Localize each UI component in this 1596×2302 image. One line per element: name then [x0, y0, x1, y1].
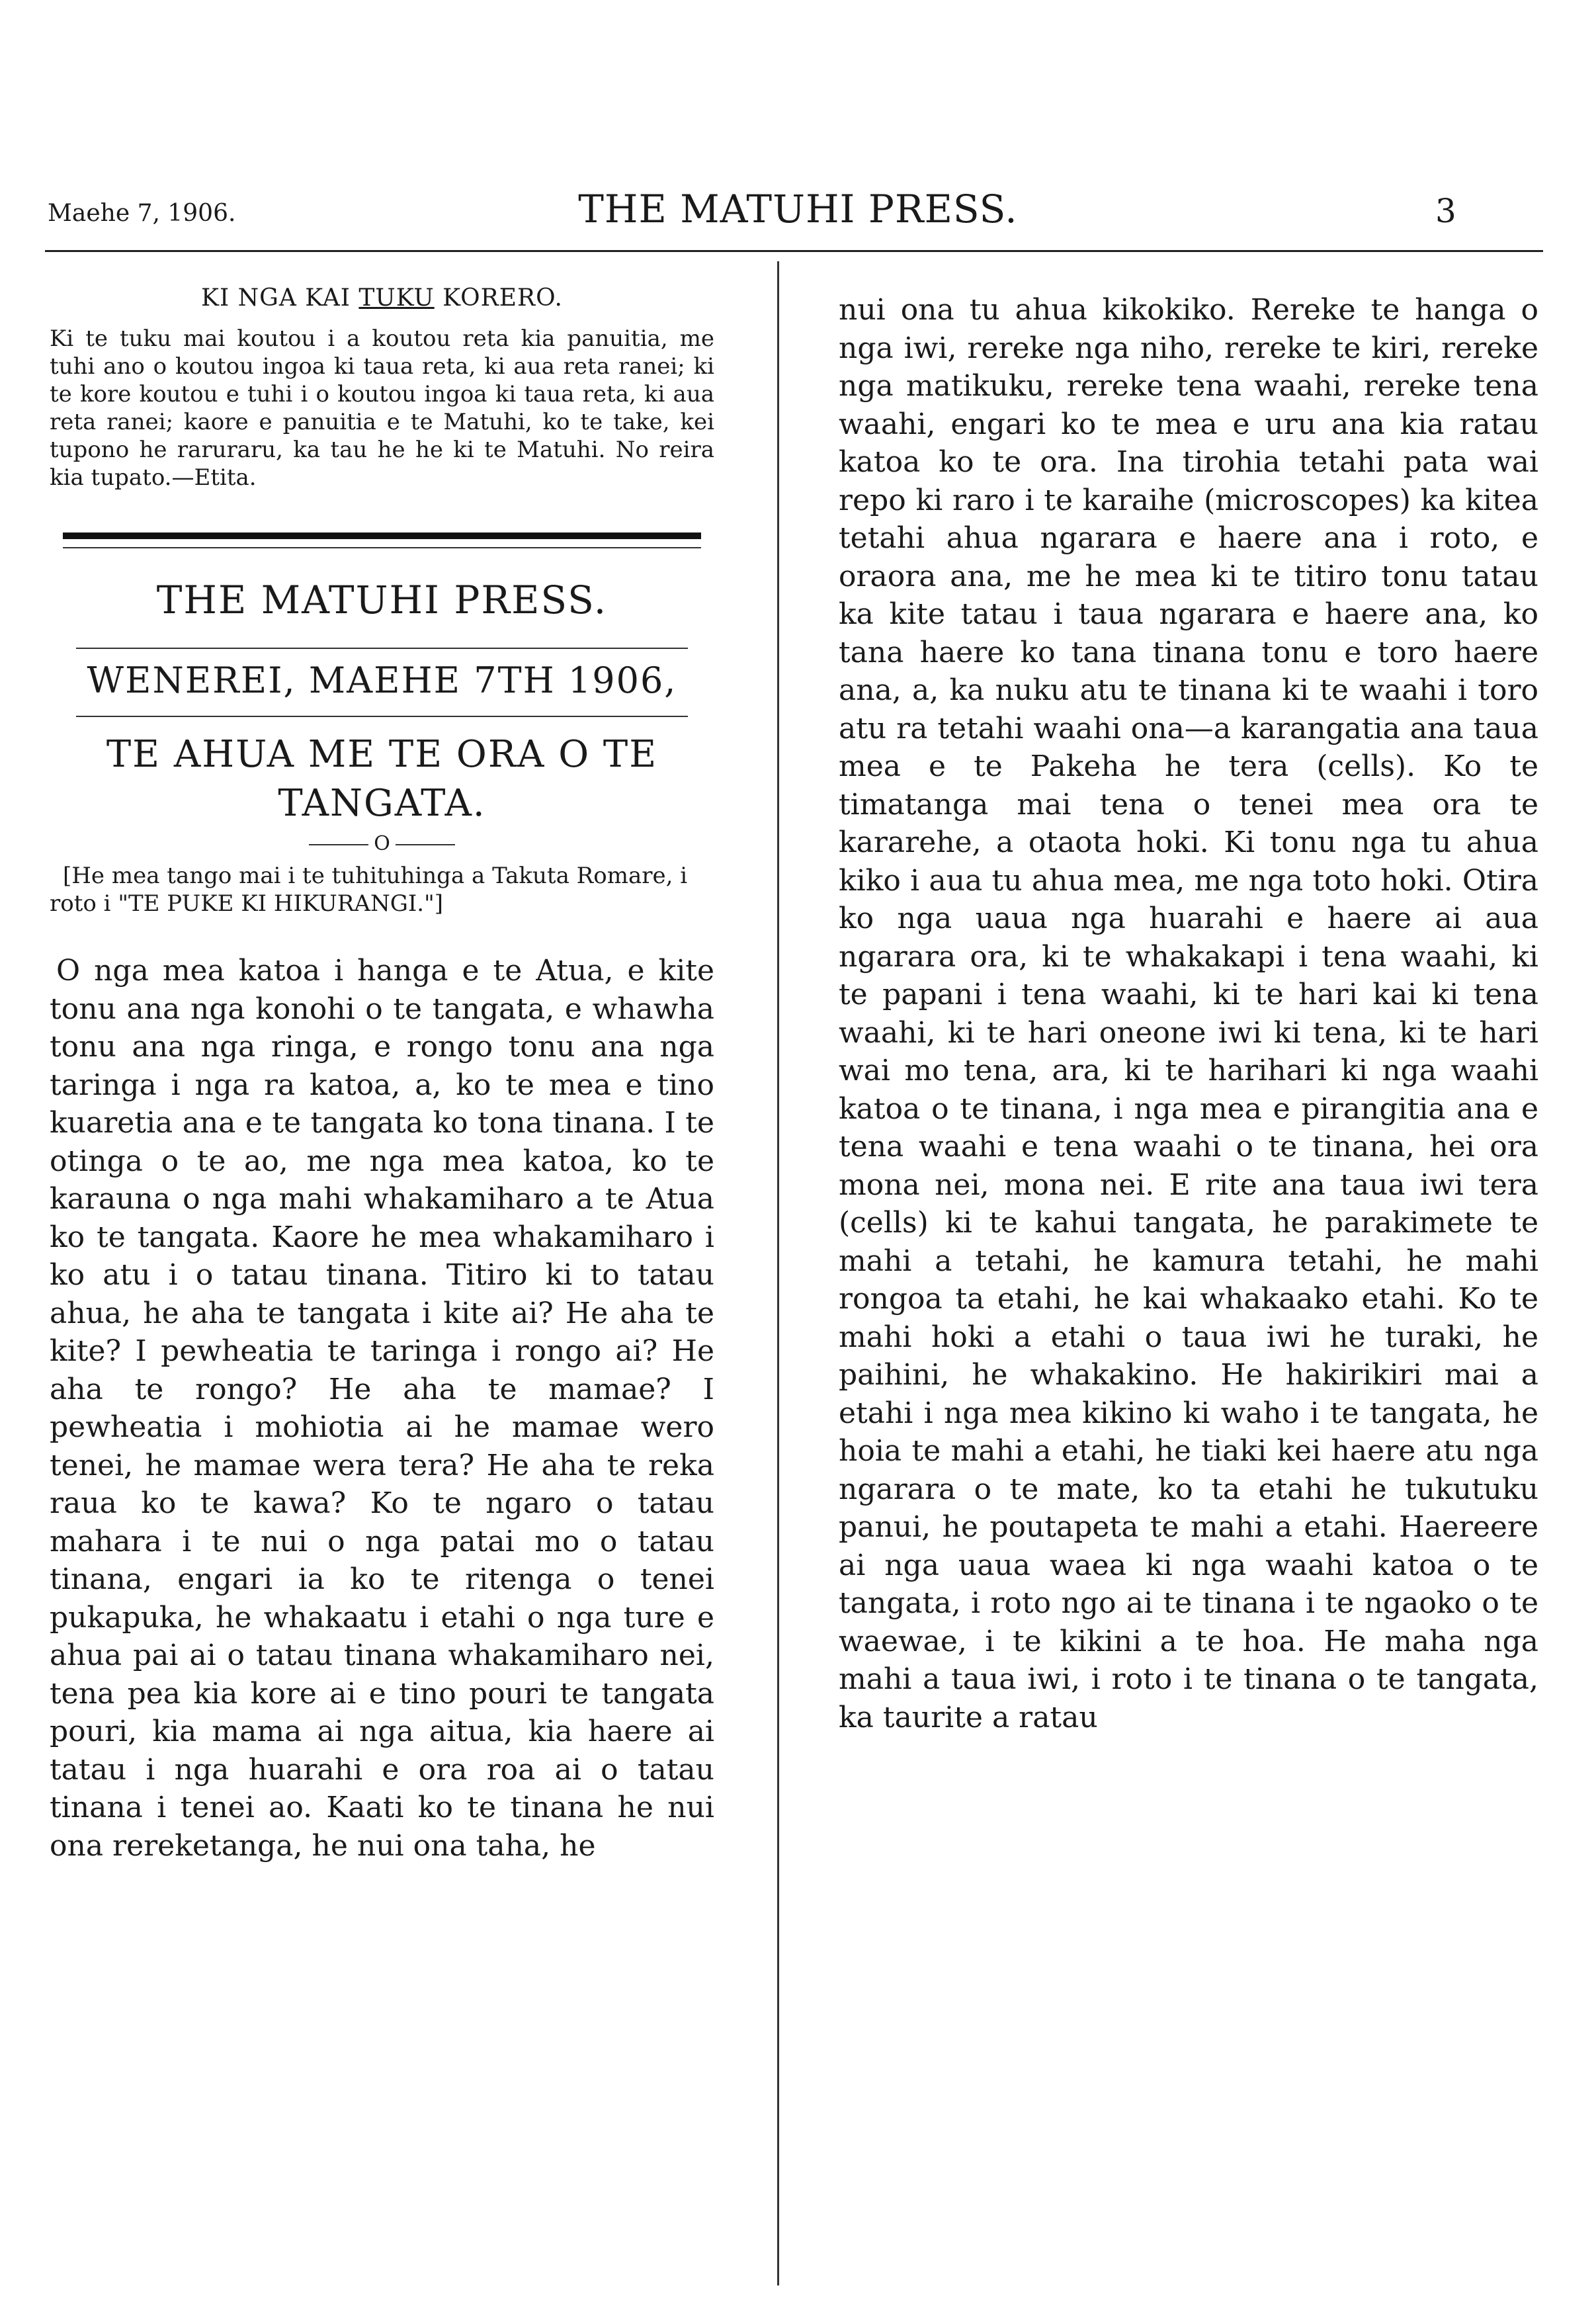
notice-heading-prefix: KI NGA KAI [201, 284, 359, 312]
masthead-dateline: WENEREI, MAEHE 7TH 1906, [87, 660, 677, 701]
thin-divider [63, 547, 701, 548]
header-title: THE MATUHI PRESS. [578, 187, 1018, 232]
article-title: TE AHUA ME TE ORA O TE TANGATA. [106, 733, 658, 825]
masthead-rule-top [76, 648, 688, 649]
page-number: 3 [1435, 192, 1456, 230]
heavy-divider [63, 533, 701, 539]
notice-body: Ki te tuku mai koutou i a koutou reta kia panuitia, me tuhi ano o koutou ingoa ki taua reta, ki aua reta ranei; ki te kore koutou e tuhi i o koutou ingoa ki taua reta, ki aua reta ranei; kaore e panuitia e te Matuhi, ko te take, kei tupono he raruraru, ka tau he he ki te Matuhi. No reira kia tupato.—Etita. [50, 325, 714, 491]
header-rule [45, 250, 1543, 252]
masthead-rule-bottom [76, 716, 688, 717]
notice-heading-underlined: TUKU [358, 284, 435, 312]
right-column [839, 291, 1538, 1736]
ornament-glyph: O [374, 832, 390, 855]
header-date: Maehe 7, 1906. [48, 200, 236, 227]
article-attribution: [He mea tango mai i te tuhituhinga a Takuta Romare, i roto i "TE PUKE KI HIKURANGI."] [50, 863, 688, 917]
notice-heading-suffix: KORERO. [434, 284, 563, 312]
title-ornament [50, 832, 714, 855]
notice-heading [50, 284, 714, 312]
article-text-right: nui ona tu ahua kikokiko. Rereke te hanga o nga iwi, rereke nga niho, rereke te kiri, rereke nga matikuku, rereke tena waahi, rereke tena waahi, engari ko te mea e uru ana kia ratau katoa ko te ora. Ina tirohia tetahi pata wai repo ki raro i te karaihe (microscopes) ka kitea tetahi ahua ngarara e haere ana i roto, e oraora ana, me he mea ki te titiro tonu tatau ka kite tatau i taua ngarara e haere ana, ko tana haere ko tana tinana tonu e toro haere ana, a, ka nuku atu te tinana ki te waahi i toro atu ra tetahi waahi ona—a karangatia ana taua mea e te Pakeha he tera (cells). Ko te timatanga mai tena o tenei mea ora te kararehe, a otaota hoki. Ki tonu nga tu ahua kiko i aua tu ahua mea, me nga toto hoki. Otira ko nga uaua nga huarahi e haere ai aua ngarara ora, ki te whakakapi i tena waahi, ki te papani i tena waahi, ki te hari kai ki tena waahi, ki te hari oneone iwi ki tena, ki te hari wai mo tena, ara, ki te harihari ki nga waahi katoa o te tinana, i nga mea e pirangitia ana e tena waahi e tena waahi o te tinana, hei ora mona nei, mona nei. E rite ana taua iwi tera (cells) ki te kahui tangata, he parakimete te mahi a tetahi, he kamura tetahi, he mahi rongoa ta etahi, he kai whakaako etahi. Ko te mahi hoki a etahi o taua iwi he turaki, he paihini, he whakakino. He hakirikiri mai a etahi i nga mea kikino ki waho i te tangata, he hoia te mahi a etahi, he tiaki kei haere atu nga ngarara o te mate, ko ta etahi he tukutuku panui, he poutapeta te mahi a etahi. Haereere ai nga uaua waea ki nga waahi katoa o te tangata, i roto ngo ai te tinana i te ngaoko o te waewae, i te kikini a te hoa. He maha nga mahi a taua iwi, i roto i te tinana o te tangata, ka taurite a ratau [839, 293, 1538, 1734]
column-divider [777, 261, 779, 2285]
article-text-left: O nga mea katoa i hanga e te Atua, e kite tonu ana nga konohi o te tangata, e whawha tonu ana nga ringa, e rongo tonu ana nga taringa i nga ra katoa, a, ko te mea e tino kuaretia ana e te tangata ko tona tinana. I te otinga o te ao, me nga mea katoa, ko te karauna o nga mahi whakamiharo a te Atua ko te tangata. Kaore he mea whakamiharo i ko atu i o tatau tinana. Titiro ki to tatau ahua, he aha te tangata i kite ai? He aha te kite? I pewheatia te taringa i rongo ai? He aha te rongo? He aha te mamae? I pewheatia i mohiotia ai he mamae wero tenei, he mamae wera tera? He aha te reka raua ko te kawa? Ko te ngaro o tatau mahara i te nui o nga patai mo o tatau tinana, engari ia ko te ritenga o tenei pukapuka, he whakaatu i etahi o nga ture e ahua pai ai o tatau tinana whakamiharo nei, tena pea kia kore ai e tino pouri te tangata pouri, kia mama ai nga aitua, kia haere ai tatau i nga huarahi e ora roa ai o tatau tinana i tenei ao. Kaati ko te tinana he nui ona rereketanga, he nui ona taha, he [50, 954, 714, 1863]
page-header [0, 187, 1596, 239]
masthead-paper-name: THE MATUHI PRESS. [156, 577, 608, 622]
left-column [50, 284, 714, 1865]
